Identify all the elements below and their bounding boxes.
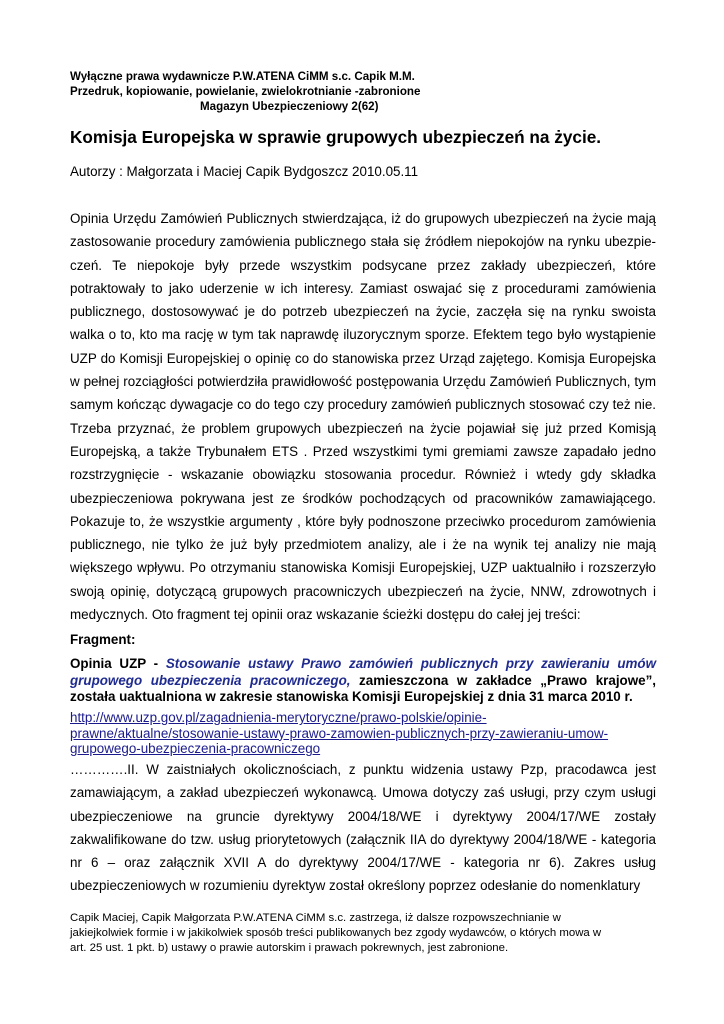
article-authors: Autorzy : Małgorzata i Maciej Capik Bydgoszcz 2010.05.11 xyxy=(70,164,419,179)
footer-line-1: Capik Maciej, Capik Małgorzata P.W.ATENA CiMM s.c. zastrzega, iż dalsze rozpowszechnianie w xyxy=(70,912,561,924)
opinion-excerpt: ………….II. W zaistniałych okolicznościach, z punktu widzenia ustawy Pzp, pracodawca jest zamawiającym, a zakład ubezpieczeń wykonawcą. Umowa dotyczy zaś usługi, przy czym usługi ubezpieczeniowe na gruncie dyrektywy 2004/18/WE i dyrektywy 2004/17/WE zostały zakwalifikowane do tzw. usług priorytetowych (załącznik IIA do dyrektywy 2004/18/WE - kategoria nr 6 – oraz załącznik XVII A do dyrektywy 2004/17/WE - kategoria nr 6). Zakres usług ubezpieczeniowych w rozumieniu dyrektyw został określony poprzez odesłanie do nomenklatury xyxy=(70,762,656,894)
opinion-prefix: Opinia UZP - xyxy=(70,656,166,671)
opinion-title: Stosowanie ustawy Prawo zamówień publicznych przy zawieraniu umów grupowego ubezpieczenia pracowniczego, xyxy=(70,656,657,688)
rights-notice-line-2: Przedruk, kopiowanie, powielanie, zwielokrotnianie -zabronione xyxy=(70,85,421,98)
rights-notice-line-1: Wyłączne prawa wydawnicze P.W.ATENA CiMM s.c. Capik M.M. xyxy=(70,70,415,83)
footer-line-2: jakiejkolwiek formie i w jakikolwiek sposób treści publikowanych bez zgody wydawców, o których mowa w xyxy=(70,927,602,939)
article-body: Opinia Urzędu Zamówień Publicznych stwierdzająca, iż do grupowych ubezpieczeń na życie mają zastosowanie procedury zamówienia publicznego stała się źródłem niepokojów na rynku ubezpie-czeń. Te niepokoje były przede wszystkim podsycane przez zakłady ubezpieczeń, które potraktowały to jako uderzenie w ich interesy. Zamiast oswajać się z procedurami zamówienia publicznego, dostosowywać je do potrzeb ubezpieczeń na życie, zaczęła się na rynku swoista walka o to, kto ma rację w tym tak naprawdę iluzorycznym sporze. Efektem tego było wystąpienie UZP do Komisji Europejskiej o opinię co do stanowiska przez Urząd zajętego. Komisja Europejska w pełnej rozciągłości potwierdziła prawidłowość postępowania Urzędu Zamówień Publicznych, tym samym kończąc dywagacje co do tego czy procedury zamówień publicznych stosować czy też nie. Trzeba przyznać, że problem grupowych ubezpieczeń na życie pojawiał się już przed Komisją Europejską, a także Trybunałem ETS . Przed wszystkimi tymi gremiami zawsze zapadało jedno rozstrzygnięcie - wskazanie obowiązku stosowania procedur. Również i wtedy gdy składka ubezpieczeniowa pokrywana jest ze środków pochodzących od pracowników zamawiającego. Pokazuje to, że wszystkie argumenty , które były podnoszone przeciwko procedurom zamówienia publicznego, nie tylko że już były przedmiotem analizy, ale i że na wynik tej analizy nie mają większego wpływu. Po otrzymaniu stanowiska Komisji Europejskiej, UZP uaktualniło i rozszerzyło swoją opinię, dotyczącą grupowych pracowniczych ubezpieczeń na życie, NNW, zdrowotnych i medycznych. Oto fragment tej opinii oraz wskazanie ścieżki dostępu do całej jej treści: xyxy=(70,211,656,623)
footer-line-3: art. 25 ust. 1 pkt. b) ustawy o prawie autorskim i prawach pokrewnych, jest zabronione. xyxy=(70,942,509,954)
opinion-end: . xyxy=(628,689,633,704)
opinion-reference xyxy=(70,656,656,706)
opinion-suffix: zamieszczona w zakładce „Prawo krajowe”, została uaktualniona w zakresie stanowiska Komisji Europejskiej z dnia 31 marca 2010 r xyxy=(70,672,656,704)
magazine-issue: Magazyn Ubezpieczeniowy 2(62) xyxy=(200,100,379,113)
copyright-footer xyxy=(70,911,656,956)
fragment-heading: Fragment: xyxy=(70,632,136,647)
opinion-link[interactable]: http://www.uzp.gov.pl/zagadnienia-merytoryczne/prawo-polskie/opinie-prawne/aktualne/stosowanie-ustawy-prawo-zamowien-publicznych-przy-zawieraniu-umow-grupowego-ubezpieczenia-pracowniczego xyxy=(70,710,609,757)
article-title: Komisja Europejska w sprawie grupowych ubezpieczeń na życie. xyxy=(70,127,602,147)
